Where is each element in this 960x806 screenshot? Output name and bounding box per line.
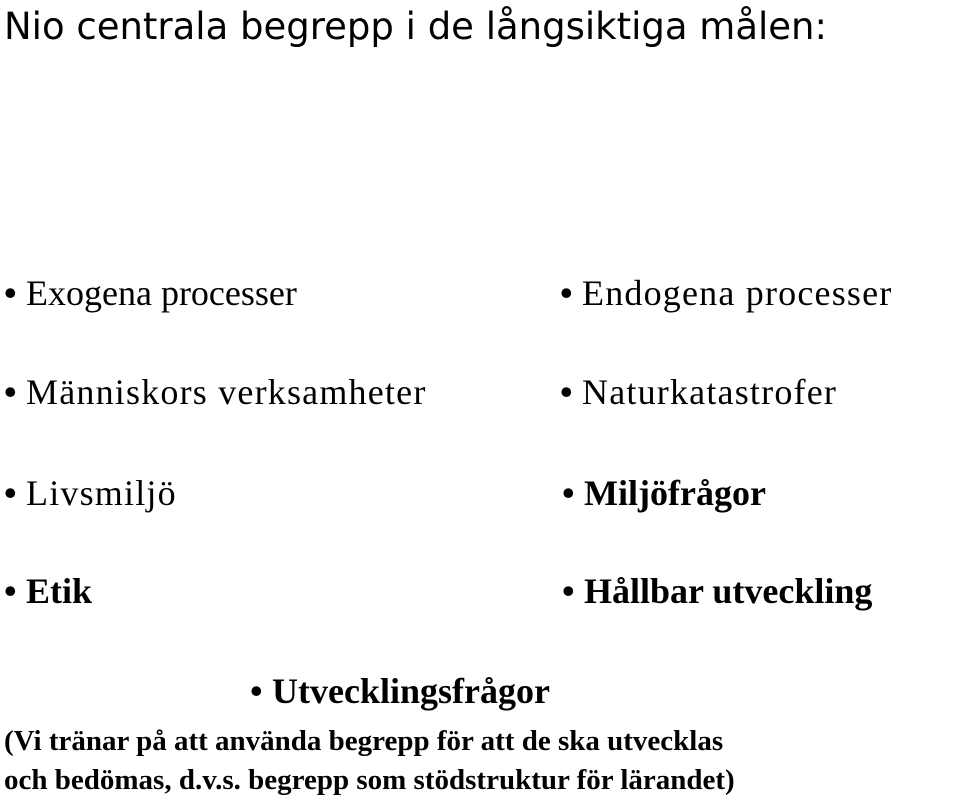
bullet-icon: • — [4, 571, 17, 611]
concept-endogena-processer — [560, 273, 892, 313]
bullet-icon: • — [4, 473, 18, 513]
bullet-icon: • — [4, 372, 18, 412]
concept-label: Endogena processer — [582, 273, 893, 313]
bullet-icon: • — [562, 473, 575, 513]
bullet-icon: • — [250, 671, 263, 711]
concept-etik — [4, 571, 92, 611]
concept-label: Människors verksamheter — [26, 372, 427, 412]
concept-label: Exogena processer — [26, 273, 297, 313]
concept-hallbar-utveckling — [562, 571, 872, 611]
bullet-icon: • — [560, 273, 574, 313]
concept-utvecklingsfragor — [250, 671, 550, 711]
note-line-2: och bedömas, d.v.s. begrepp som stödstruktur för lärandet) — [4, 764, 735, 796]
concept-exogena-processer — [4, 273, 297, 313]
slide-title: Nio centrala begrepp i de långsiktiga målen: — [4, 5, 827, 48]
concept-miljofragor — [562, 473, 766, 513]
bullet-icon: • — [4, 273, 17, 313]
concept-manniskors-verksamheter — [4, 372, 427, 412]
concept-label: Miljöfrågor — [584, 473, 766, 513]
concept-label: Etik — [26, 571, 93, 611]
bullet-icon: • — [560, 372, 574, 412]
concept-label: Naturkatastrofer — [582, 372, 838, 412]
concept-label: Utvecklingsfrågor — [272, 671, 550, 711]
concept-naturkatastrofer — [560, 372, 837, 412]
note-line-1: (Vi tränar på att använda begrepp för att de ska utvecklas — [4, 725, 724, 757]
concept-livsmiljo — [4, 473, 177, 513]
concept-label: Livsmiljö — [26, 473, 177, 513]
bullet-icon: • — [562, 571, 575, 611]
concept-label: Hållbar utveckling — [584, 571, 873, 611]
